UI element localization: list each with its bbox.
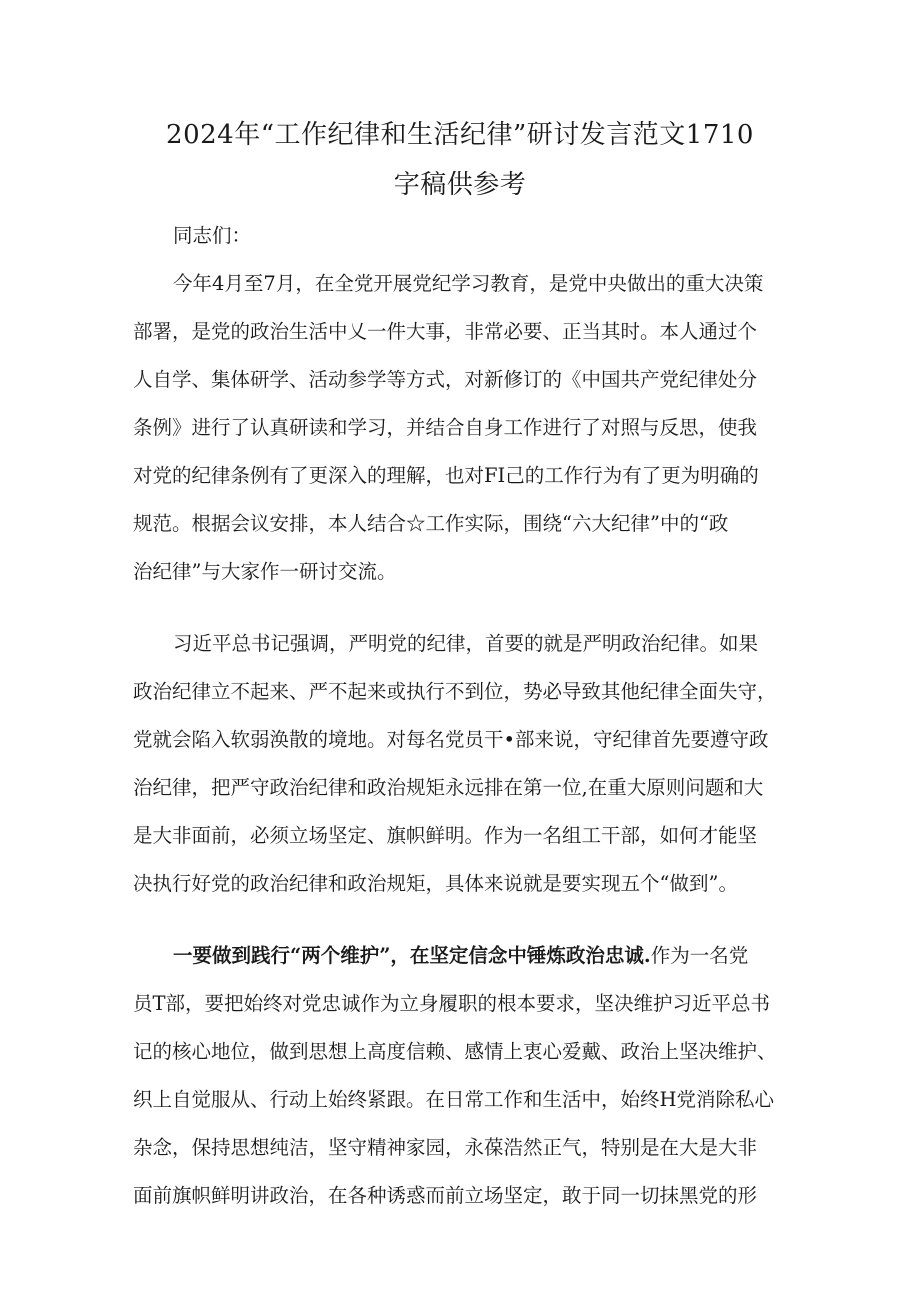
text-line: 党就会陷入软弱涣散的境地。对每名党员干•部来说，守纪律首先要遵守政 (133, 728, 769, 751)
text-line: 人自学、集体研学、活动参学等方式，对新修订的《中国共产党纪律处分 (133, 368, 758, 391)
text-line: 织上自觉服从、行动上始终紧跟。在日常工作和生活中，始终H党消除私心 (133, 1088, 775, 1111)
section-heading: 一要做到践行“两个维护”，在坚定信念中锤炼政治忠诚. (173, 944, 651, 967)
paragraph-1 (133, 260, 793, 596)
text-line: 对党的纪律条例有了更深入的理解，也对FI己的工作行为有了更为明确的 (133, 464, 759, 487)
text-line: 记的核心地位，做到思想上高度信赖、感情上衷心爱戴、政治上坚决维护、 (133, 1040, 777, 1063)
paragraph-2 (133, 620, 793, 908)
text-line: 决执行好党的政治纪律和政治规矩，具体来说就是要实现五个“做到”。 (133, 872, 738, 895)
title-line: 2024年“工作纪律和生活纪律”研讨发言范文1710 (166, 120, 754, 150)
text-line: 治纪律”与大家作一研讨交流。 (133, 560, 397, 583)
text-line (133, 932, 793, 980)
document-body (133, 212, 793, 1220)
text-line: 今年4月至7月，在全党开展党纪学习教育，是党中央做出的重大决策 (173, 272, 764, 295)
text-line: 条例》进行了认真研读和学习，并结合自身工作进行了对照与反思，使我 (133, 416, 758, 439)
text-line: 是大非面前，必须立场坚定、旗帜鲜明。作为一名组工干部，如何才能坚 (133, 824, 758, 847)
text-line: 规范。根据会议安排，本人结合☆工作实际，围绕“六大纪律”中的“政 (133, 512, 729, 535)
text-line: 员T部，要把始终对党忠诚作为立身履职的根本要求，坚决维护习近平总书 (133, 992, 771, 1015)
text-line: 政治纪律立不起来、严不起来或执行不到位，势必导致其他纪律全面失守， (133, 680, 777, 703)
text-line: 杂念，保持思想纯洁，坚守精神家园，永葆浩然正气，特别是在大是大非 (133, 1136, 758, 1159)
text-line: 习近平总书记强调，严明党的纪律，首要的就是严明政治纪律。如果 (173, 632, 759, 655)
document-title (130, 110, 790, 210)
salutation: 同志们： (173, 224, 252, 247)
text-run: 作为一名党 (650, 944, 749, 967)
paragraph-gap (133, 908, 793, 932)
paragraph-gap (133, 596, 793, 620)
paragraph-3 (133, 932, 793, 1220)
text-line: 治纪律，把严守政治纪律和政治规矩永远排在第一位,在重大原则问题和大 (133, 776, 764, 799)
title-line: 字稿供参考 (393, 170, 527, 200)
text-line: 部署，是党的政治生活中乂一件大事，非常必要、正当其时。本人通过个 (133, 320, 758, 343)
text-line: 面前旗帜鲜明讲政治，在各种诱惑而前立场坚定，敢于同一切抹黑党的形 (133, 1184, 758, 1207)
